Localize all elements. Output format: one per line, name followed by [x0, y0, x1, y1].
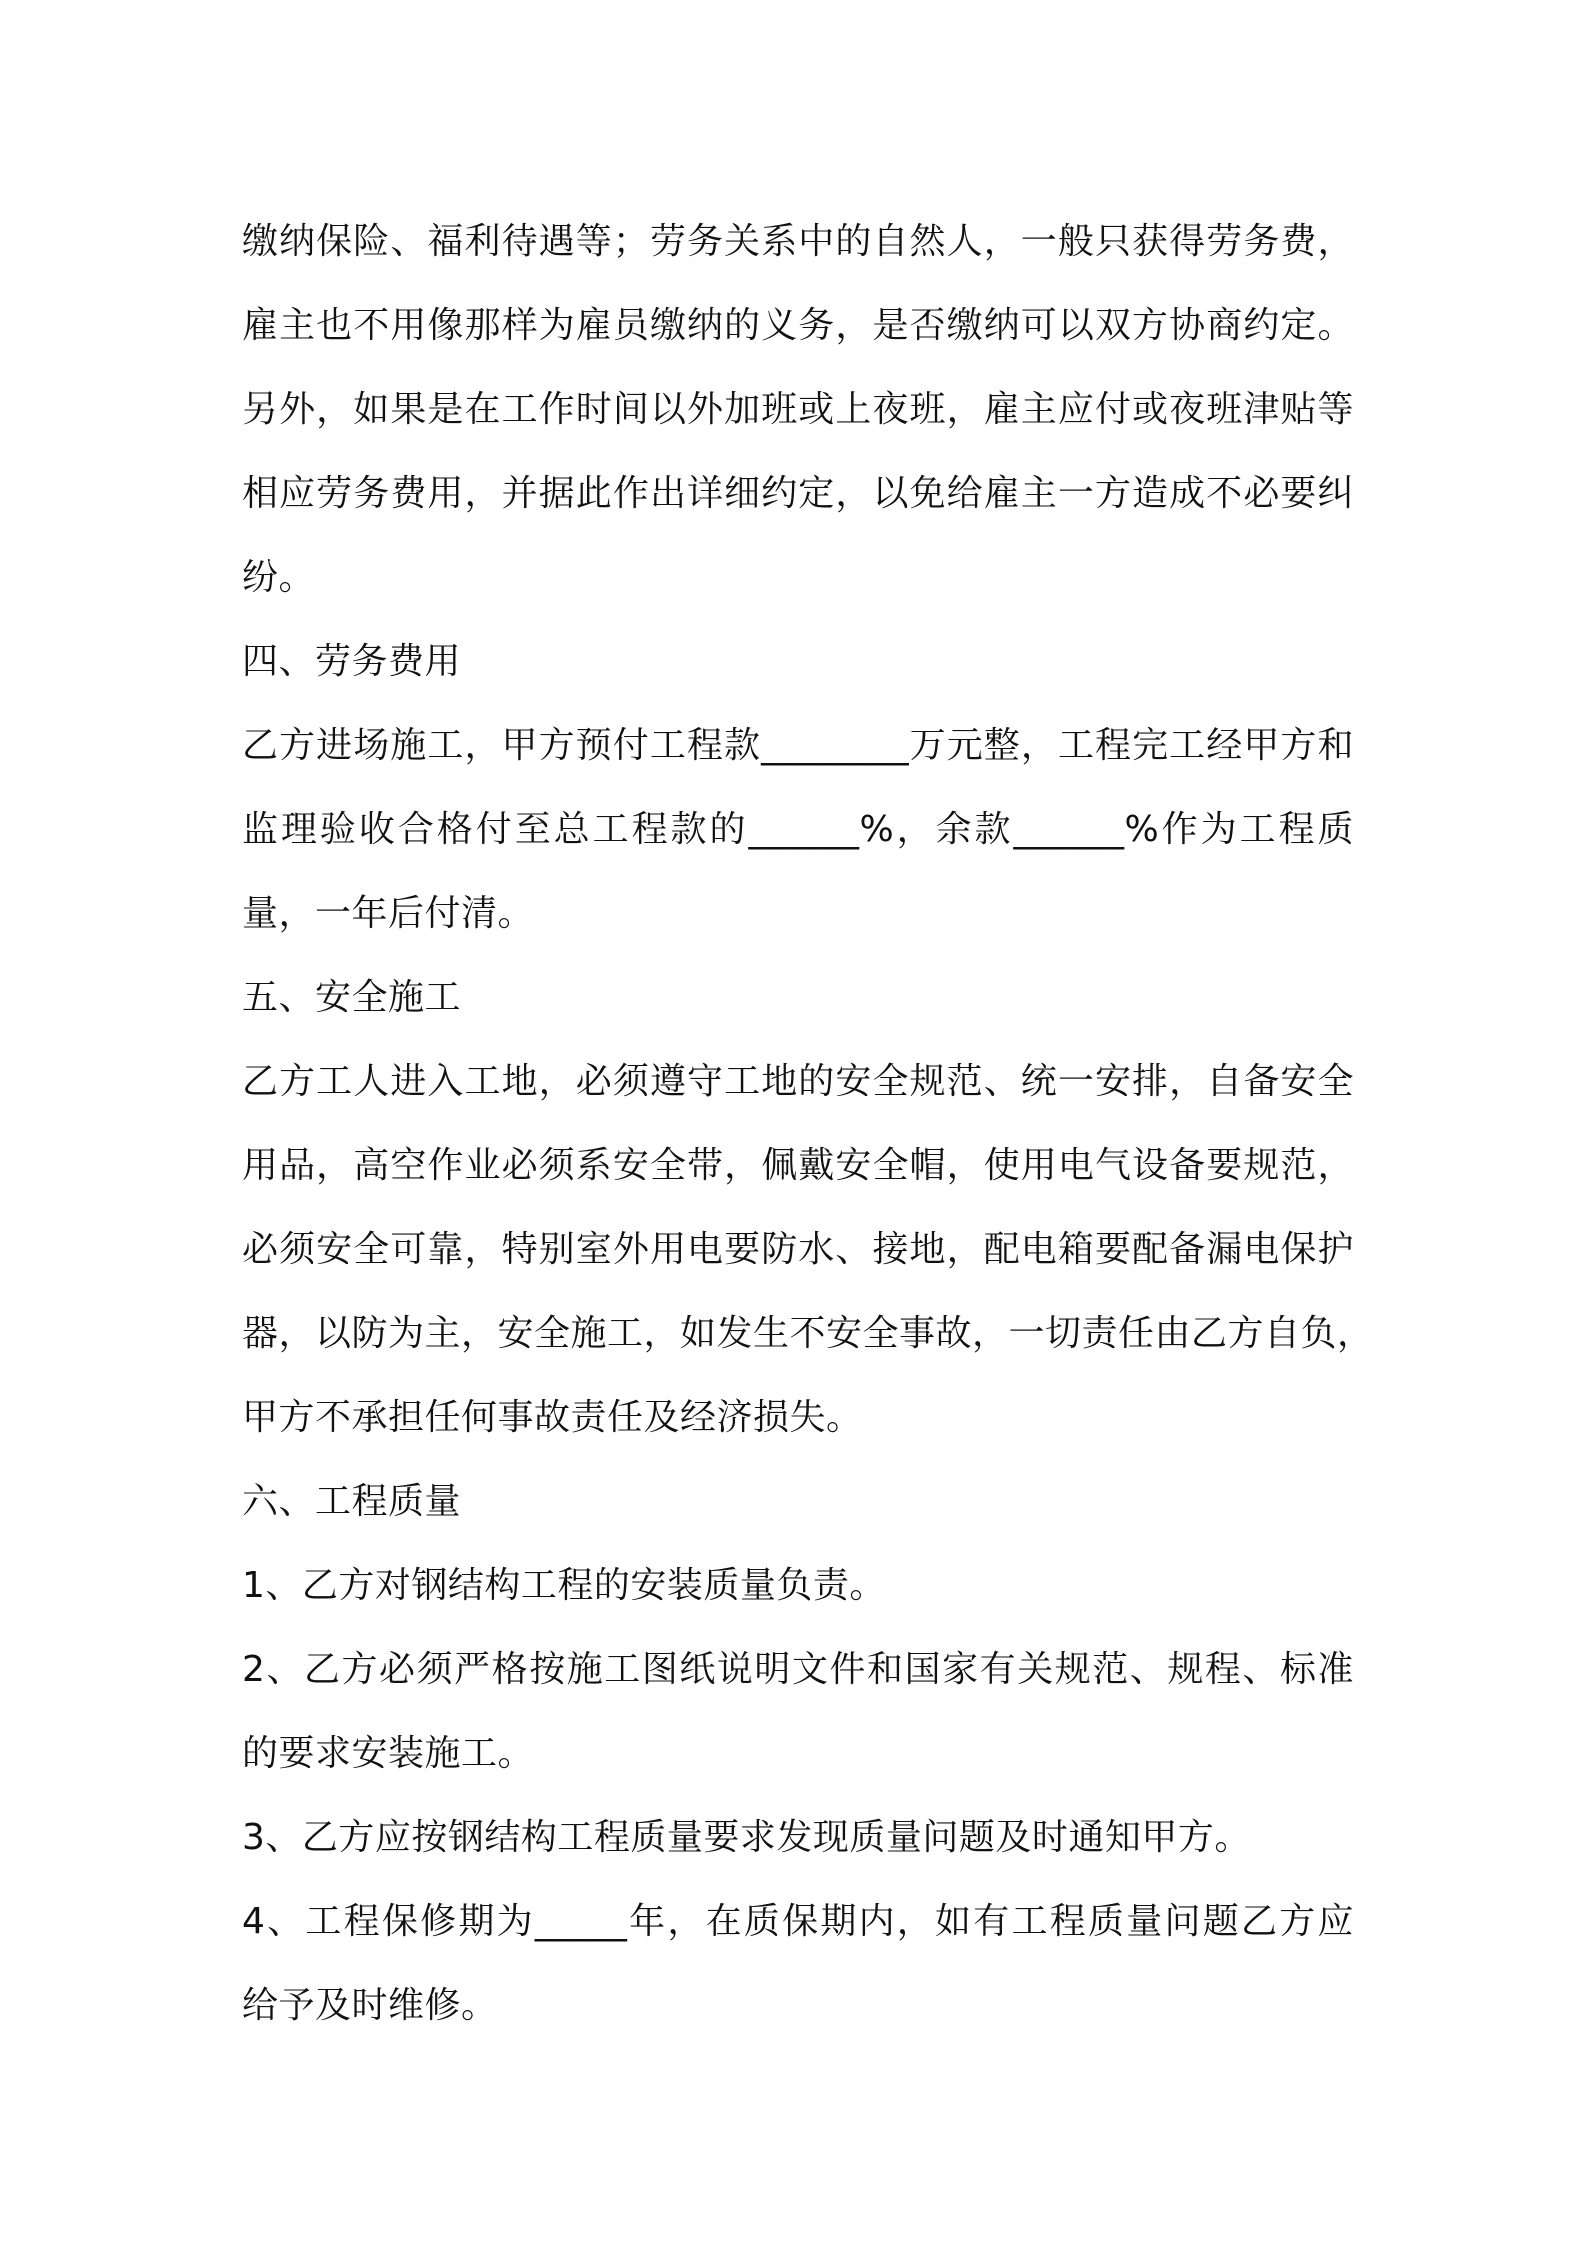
- paragraph-line: 器，以防为主，安全施工，如发生不安全事故，一切责任由乙方自负，: [242, 1313, 1374, 1354]
- paragraph-line: 乙方工人进入工地，必须遵守工地的安全规范、统一安排，自备安全: [242, 1061, 1354, 1102]
- paragraph-line: 用品，高空作业必须系安全带，佩戴安全帽，使用电气设备要规范，: [242, 1145, 1354, 1186]
- paragraph-line: 监理验收合格付至总工程款的______%，余款______%作为工程质: [242, 809, 1354, 850]
- paragraph-line: 量，一年后付清。: [242, 893, 535, 934]
- paragraph-line: 乙方进场施工，甲方预付工程款________万元整，工程完工经甲方和: [242, 725, 1354, 766]
- paragraph-line: 甲方不承担任何事故责任及经济损失。: [242, 1397, 863, 1438]
- document-body: [242, 200, 1374, 2048]
- section-heading: 六、工程质量: [242, 1481, 462, 1522]
- paragraph-line: 另外，如果是在工作时间以外加班或上夜班，雇主应付或夜班津贴等: [242, 389, 1354, 430]
- section-heading: 四、劳务费用: [242, 641, 462, 682]
- list-item-continuation: 的要求安装施工。: [242, 1733, 535, 1774]
- list-item: 4、工程保修期为_____年，在质保期内，如有工程质量问题乙方应: [242, 1901, 1354, 1942]
- list-item-continuation: 给予及时维修。: [242, 1985, 498, 2026]
- list-item: 3、乙方应按钢结构工程质量要求发现质量问题及时通知甲方。: [242, 1817, 1251, 1858]
- paragraph-line: 相应劳务费用，并据此作出详细约定，以免给雇主一方造成不必要纠: [242, 473, 1354, 514]
- paragraph-line: 必须安全可靠，特别室外用电要防水、接地，配电箱要配备漏电保护: [242, 1229, 1354, 1270]
- paragraph-line: 缴纳保险、福利待遇等；劳务关系中的自然人，一般只获得劳务费，: [242, 221, 1354, 262]
- paragraph-line: 纷。: [242, 557, 316, 598]
- section-heading: 五、安全施工: [242, 977, 462, 1018]
- paragraph-line: 雇主也不用像那样为雇员缴纳的义务，是否缴纳可以双方协商约定。: [242, 305, 1354, 346]
- list-item: 2、乙方必须严格按施工图纸说明文件和国家有关规范、规程、标准: [242, 1649, 1354, 1690]
- list-item: 1、乙方对钢结构工程的安装质量负责。: [242, 1565, 886, 1606]
